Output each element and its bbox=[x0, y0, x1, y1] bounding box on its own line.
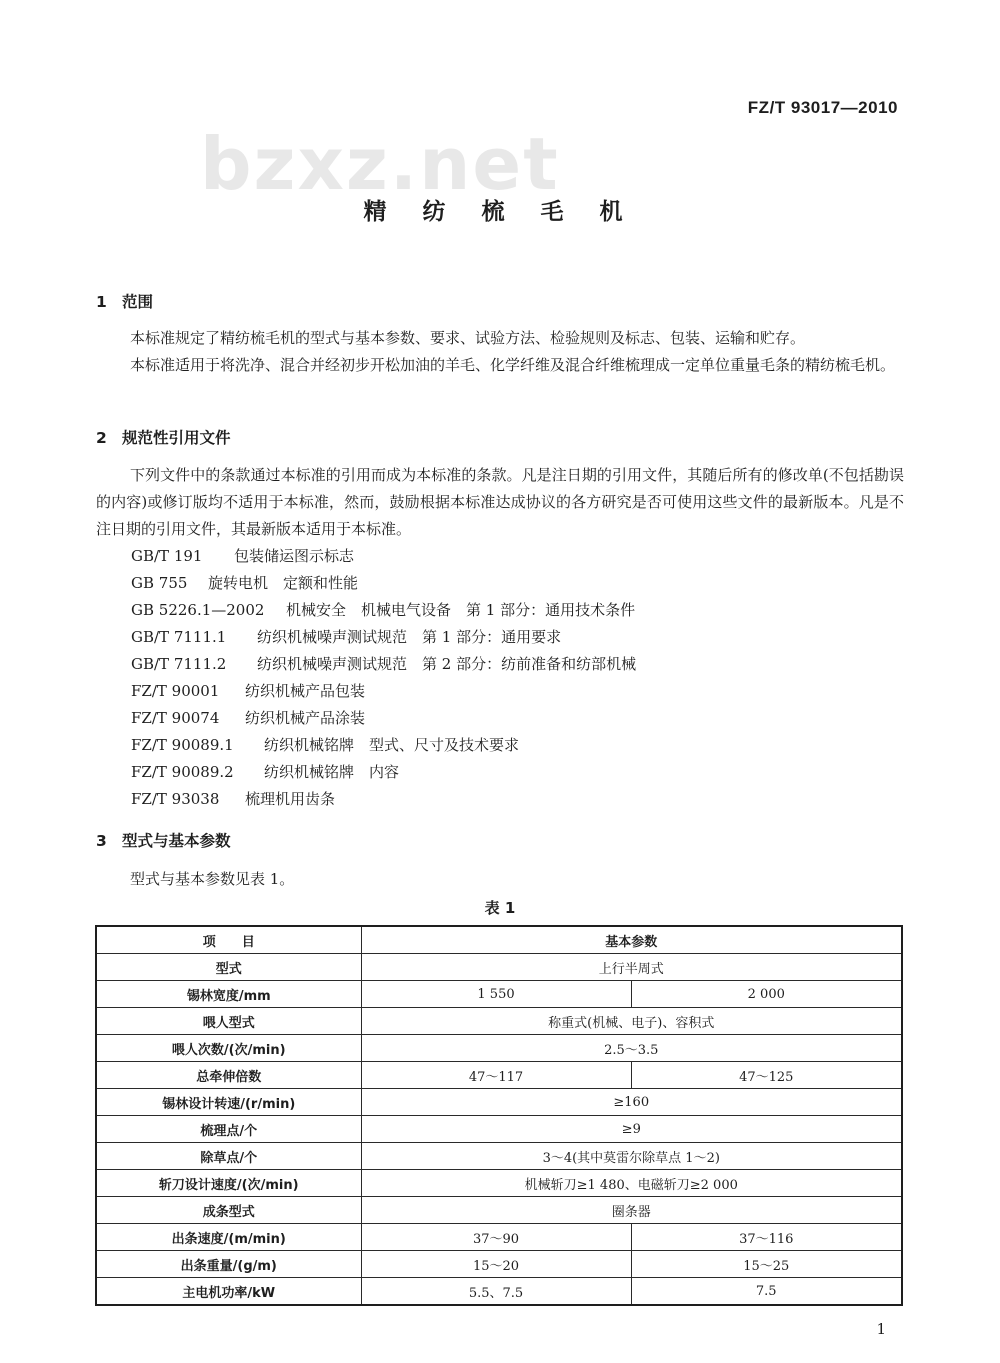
reference-title: 纺织机械噪声测试规范 第 1 部分：通用要求 bbox=[257, 628, 562, 646]
row-item: 成条型式 bbox=[96, 1197, 361, 1224]
section-title: 范围 bbox=[122, 293, 154, 311]
table-row bbox=[96, 1062, 902, 1089]
reference-code: FZ/T 90074 bbox=[131, 709, 220, 727]
document-title: 精 纺 梳 毛 机 bbox=[363, 199, 637, 225]
row-value: 圈条器 bbox=[361, 1197, 902, 1224]
row-item: 锡林设计转速/(r/min) bbox=[96, 1089, 361, 1116]
section-heading-scope bbox=[96, 290, 153, 312]
reference-item bbox=[131, 543, 636, 570]
table-row bbox=[96, 1143, 902, 1170]
header-item: 项 目 bbox=[96, 926, 361, 954]
reference-item bbox=[131, 786, 636, 813]
row-value-a: 1 550 bbox=[361, 981, 631, 1008]
row-item: 总牵伸倍数 bbox=[96, 1062, 361, 1089]
reference-item bbox=[131, 651, 636, 678]
table-row bbox=[96, 954, 902, 981]
reference-title: 纺织机械产品涂装 bbox=[245, 709, 366, 727]
paragraph-scope-2: 本标准适用于将洗净、混合并经初步开松加油的羊毛、化学纤维及混合纤维梳理成一定单位重量毛条的精纺梳毛机。 bbox=[130, 356, 896, 374]
table-row bbox=[96, 1251, 902, 1278]
section-number: 1 bbox=[96, 293, 107, 311]
reference-title: 纺织机械噪声测试规范 第 2 部分：纺前准备和纺部机械 bbox=[257, 655, 637, 673]
section-heading-references bbox=[96, 426, 231, 448]
paragraph-parameters-intro: 型式与基本参数见表 1。 bbox=[130, 870, 295, 888]
reference-code: FZ/T 93038 bbox=[131, 790, 220, 808]
reference-title: 纺织机械铭牌 内容 bbox=[264, 763, 400, 781]
section-number: 2 bbox=[96, 429, 107, 447]
row-item: 除草点/个 bbox=[96, 1143, 361, 1170]
row-value: 3～4(其中莫雷尔除草点 1～2) bbox=[361, 1143, 902, 1170]
row-item: 主电机功率/kW bbox=[96, 1278, 361, 1306]
reference-code: FZ/T 90089.2 bbox=[131, 763, 234, 781]
row-item: 出条重量/(g/m) bbox=[96, 1251, 361, 1278]
reference-item bbox=[131, 570, 636, 597]
watermark: bzxz.net bbox=[200, 122, 560, 206]
reference-code: GB 5226.1—2002 bbox=[131, 601, 265, 619]
reference-code: FZ/T 90001 bbox=[131, 682, 220, 700]
reference-item bbox=[131, 705, 636, 732]
table-row bbox=[96, 981, 902, 1008]
row-item: 型式 bbox=[96, 954, 361, 981]
row-value: ≥160 bbox=[361, 1089, 902, 1116]
row-value: 2.5～3.5 bbox=[361, 1035, 902, 1062]
row-item: 锡林宽度/mm bbox=[96, 981, 361, 1008]
row-value-b: 7.5 bbox=[631, 1278, 902, 1306]
table-header-row bbox=[96, 926, 902, 954]
row-value-a: 37～90 bbox=[361, 1224, 631, 1251]
row-item: 出条速度/(m/min) bbox=[96, 1224, 361, 1251]
table-row bbox=[96, 1224, 902, 1251]
row-value-a: 15～20 bbox=[361, 1251, 631, 1278]
table-row bbox=[96, 1116, 902, 1143]
reference-title: 机械安全 机械电气设备 第 1 部分：通用技术条件 bbox=[286, 601, 636, 619]
row-value-b: 37～116 bbox=[631, 1224, 902, 1251]
parameter-table bbox=[95, 925, 903, 1306]
reference-title: 旋转电机 定额和性能 bbox=[208, 574, 359, 592]
row-value: 称重式(机械、电子)、容积式 bbox=[361, 1008, 902, 1035]
reference-code: GB 755 bbox=[131, 574, 188, 592]
standard-code: FZ/T 93017—2010 bbox=[747, 98, 898, 117]
reference-code: GB/T 7111.1 bbox=[131, 628, 227, 646]
row-item: 斩刀设计速度/(次/min) bbox=[96, 1170, 361, 1197]
section-title: 型式与基本参数 bbox=[122, 832, 231, 850]
reference-title: 纺织机械铭牌 型式、尺寸及技术要求 bbox=[264, 736, 520, 754]
reference-title: 纺织机械产品包装 bbox=[245, 682, 366, 700]
reference-item bbox=[131, 624, 636, 651]
paragraph-scope-1: 本标准规定了精纺梳毛机的型式与基本参数、要求、试验方法、检验规则及标志、包装、运输和贮存。 bbox=[130, 329, 806, 347]
table-row bbox=[96, 1170, 902, 1197]
row-value: ≥9 bbox=[361, 1116, 902, 1143]
reference-item bbox=[131, 759, 636, 786]
reference-list bbox=[131, 543, 636, 813]
row-value: 上行半周式 bbox=[361, 954, 902, 981]
row-value-b: 2 000 bbox=[631, 981, 902, 1008]
table-caption: 表 1 bbox=[484, 899, 516, 917]
row-value: 机械斩刀≥1 480、电磁斩刀≥2 000 bbox=[361, 1170, 902, 1197]
reference-item bbox=[131, 678, 636, 705]
row-value-a: 47～117 bbox=[361, 1062, 631, 1089]
reference-title: 包装储运图示标志 bbox=[234, 547, 355, 565]
reference-item bbox=[131, 597, 636, 624]
header-params: 基本参数 bbox=[361, 926, 902, 954]
section-heading-parameters bbox=[96, 829, 231, 851]
page-number: 1 bbox=[876, 1320, 886, 1338]
row-value-a: 5.5、7.5 bbox=[361, 1278, 631, 1306]
table-row bbox=[96, 1278, 902, 1306]
table-row bbox=[96, 1089, 902, 1116]
table-row bbox=[96, 1035, 902, 1062]
reference-item bbox=[131, 732, 636, 759]
reference-code: GB/T 191 bbox=[131, 547, 203, 565]
reference-code: FZ/T 90089.1 bbox=[131, 736, 234, 754]
reference-code: GB/T 7111.2 bbox=[131, 655, 227, 673]
row-item: 喂人型式 bbox=[96, 1008, 361, 1035]
paragraph-references-intro: 下列文件中的条款通过本标准的引用而成为本标准的条款。凡是注日期的引用文件，其随后所有的修改单(不包括勘误的内容)或修订版均不适用于本标准，然而，鼓励根据本标准达成协议的各方研究是否可使用这些文件的最新版本。凡是不注日期的引用文件，其最新版本适用于本标准。 bbox=[96, 466, 904, 538]
section-title: 规范性引用文件 bbox=[122, 429, 231, 447]
row-item: 喂人次数/(次/min) bbox=[96, 1035, 361, 1062]
section-number: 3 bbox=[96, 832, 107, 850]
row-value-b: 47～125 bbox=[631, 1062, 902, 1089]
reference-title: 梳理机用齿条 bbox=[245, 790, 336, 808]
row-value-b: 15～25 bbox=[631, 1251, 902, 1278]
table-row bbox=[96, 1008, 902, 1035]
row-item: 梳理点/个 bbox=[96, 1116, 361, 1143]
table-row bbox=[96, 1197, 902, 1224]
